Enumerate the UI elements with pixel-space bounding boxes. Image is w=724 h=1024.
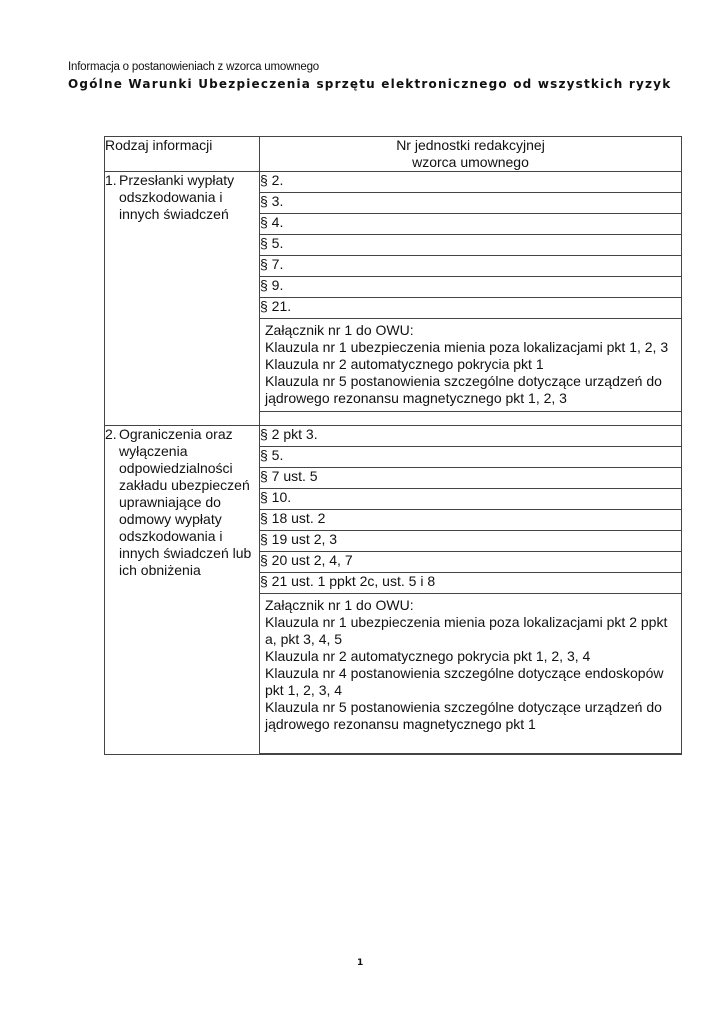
- reference-cell: § 21.: [260, 298, 682, 319]
- reference-cell: § 20 ust 2, 4, 7: [260, 552, 682, 573]
- annex-heading: Załącznik nr 1 do OWU:: [265, 597, 414, 613]
- annex-heading: Załącznik nr 1 do OWU:: [265, 322, 414, 338]
- section-number: 2.: [105, 426, 117, 442]
- table-row: [105, 426, 682, 447]
- annex-clause: Klauzula nr 2 automatycznego pokrycia pkt 1: [265, 356, 544, 372]
- annex-clause: Klauzula nr 2 automatycznego pokrycia pkt 1, 2, 3, 4: [265, 648, 591, 664]
- annex-clause: Klauzula nr 5 postanowienia szczególne dotyczące urządzeń do jądrowego rezonansu magnetycznego pkt 1, 2, 3: [265, 373, 662, 406]
- column-header-info-type: [105, 137, 260, 172]
- reference-cell: § 2.: [260, 172, 682, 193]
- section-label: Przesłanki wypłaty odszkodowania i innych świadczeń: [119, 172, 235, 222]
- section-number: 1.: [105, 172, 117, 188]
- reference-cell: § 7 ust. 5: [260, 468, 682, 489]
- reference-cell: § 5.: [260, 235, 682, 256]
- annex-clause: Klauzula nr 4 postanowienia szczególne dotyczące endoskopów pkt 1, 2, 3, 4: [265, 665, 664, 698]
- table-header-row: [105, 137, 682, 172]
- reference-cell: § 10.: [260, 489, 682, 510]
- annex-cell: [260, 594, 682, 754]
- section-2-category: [105, 426, 260, 755]
- reference-cell: § 3.: [260, 193, 682, 214]
- reference-cell: § 9.: [260, 277, 682, 298]
- reference-cell: § 19 ust 2, 3: [260, 531, 682, 552]
- page-number: 1: [357, 958, 364, 968]
- column-header-unit-number-line1: Nr jednostki redakcyjnej: [396, 137, 545, 153]
- document-subtitle: Informacja o postanowieniach z wzorca umownego: [68, 61, 319, 73]
- column-header-unit-number: [260, 137, 682, 172]
- annex-clause: Klauzula nr 5 postanowienia szczególne dotyczące urządzeń do jądrowego rezonansu magnetycznego pkt 1: [265, 699, 662, 732]
- reference-cell: § 2 pkt 3.: [260, 426, 682, 447]
- reference-cell: § 7.: [260, 256, 682, 277]
- column-header-info-type-label: Rodzaj informacji: [105, 137, 213, 153]
- annex-clause: Klauzula nr 1 ubezpieczenia mienia poza lokalizacjami pkt 1, 2, 3: [265, 339, 669, 355]
- section-1-category: [105, 172, 260, 426]
- section-label: Ograniczenia oraz wyłączenia odpowiedzialności zakładu ubezpieczeń uprawniające do odmowy wypłaty odszkodowania i innych świadczeń lub ich obniżenia: [119, 426, 252, 578]
- document-title: Ogólne Warunki Ubezpieczenia sprzętu elektronicznego od wszystkich ryzyk: [68, 77, 672, 91]
- annex-clause: Klauzula nr 1 ubezpieczenia mienia poza lokalizacjami pkt 2 ppkt a, pkt 3, 4, 5: [265, 614, 668, 647]
- column-header-unit-number-line2: wzorca umownego: [412, 154, 529, 170]
- reference-cell: § 18 ust. 2: [260, 510, 682, 531]
- reference-cell: § 4.: [260, 214, 682, 235]
- information-table: [104, 136, 682, 755]
- reference-cell: § 21 ust. 1 ppkt 2c, ust. 5 i 8: [260, 573, 682, 594]
- reference-cell: § 5.: [260, 447, 682, 468]
- table-row: [105, 172, 682, 193]
- annex-cell: [260, 319, 682, 412]
